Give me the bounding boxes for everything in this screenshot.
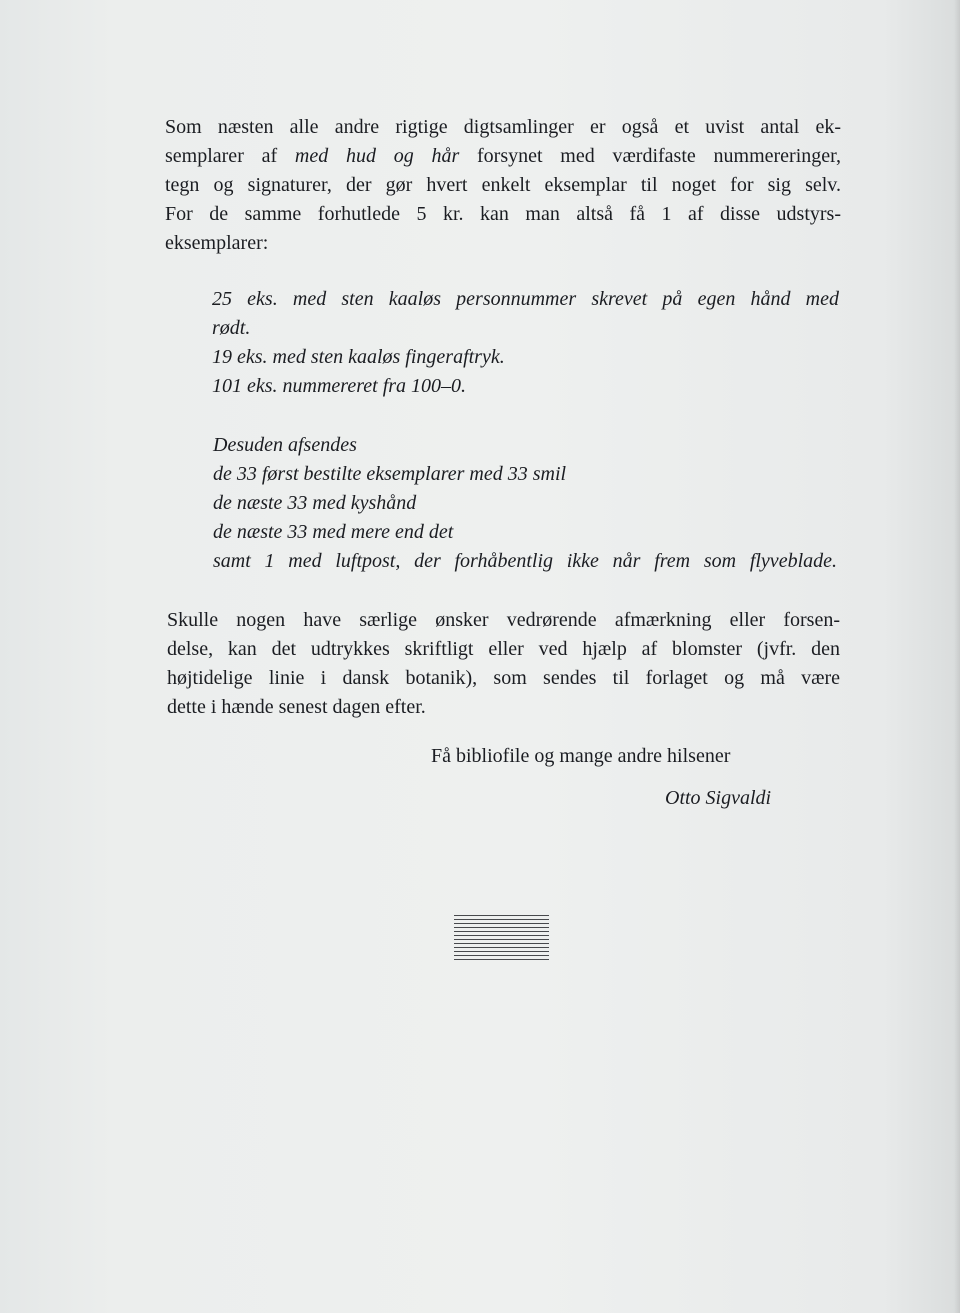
author-signature: Otto Sigvaldi	[665, 787, 772, 809]
request-line: højtidelige linie i dansk botanik), som sendes til forlaget og må være	[167, 667, 840, 689]
request-line: delse, kan det udtrykkes skriftligt eller ved hjælp af blomster (jvfr. den	[167, 638, 840, 660]
intro-line: tegn og signaturer, der gør hvert enkelt eksemplar til noget for sig selv.	[165, 174, 841, 196]
extras-line: samt 1 med luftpost, der forhåbentlig ikke når frem som flyveblade.	[213, 550, 837, 572]
list-item: rødt.	[212, 317, 251, 339]
extras-line: Desuden afsendes	[213, 434, 357, 456]
intro-line: semplarer af med hud og hår forsynet med værdifaste nummereringer,	[165, 145, 842, 167]
book-title: med hud og hår	[294, 145, 460, 167]
intro-line: eksemplarer:	[165, 232, 269, 254]
intro-line: For de samme forhutlede 5 kr. kan man altså få 1 af disse udstyrs-	[165, 203, 841, 225]
list-item: 19 eks. med sten kaaløs fingeraftryk.	[212, 346, 505, 368]
page-edge-shadow	[954, 0, 960, 1313]
request-line: Skulle nogen have særlige ønsker vedrørende afmærkning eller forsen-	[167, 609, 840, 631]
extras-line: de næste 33 med kyshånd	[213, 492, 417, 514]
horizontal-lines-ornament	[454, 915, 549, 960]
list-item: 25 eks. med sten kaaløs personnummer skrevet på egen hånd med	[212, 288, 839, 310]
closing-greeting: Få bibliofile og mange andre hilsener	[431, 745, 731, 767]
request-line: dette i hænde senest dagen efter.	[167, 696, 426, 718]
list-item: 101 eks. nummereret fra 100–0.	[212, 375, 467, 397]
extras-line: de næste 33 med mere end det	[213, 521, 454, 543]
intro-line: Som næsten alle andre rigtige digtsamlinger er også et uvist antal ek-	[165, 116, 841, 138]
extras-line: de 33 først bestilte eksemplarer med 33 smil	[213, 463, 567, 485]
